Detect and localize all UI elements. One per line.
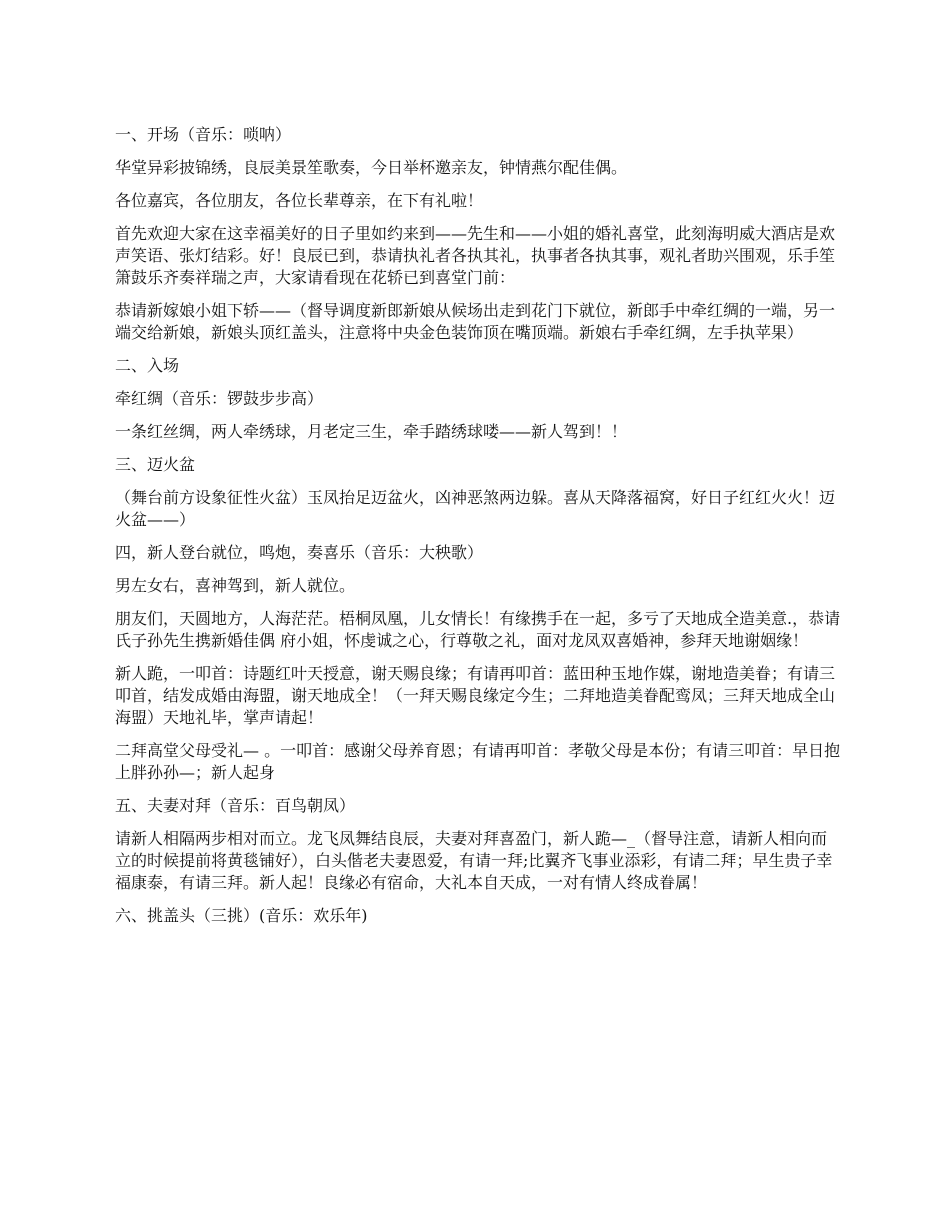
section-heading-veil: 六、挑盖头（三挑）(音乐：欢乐年) (115, 906, 368, 925)
paragraph: 一条红丝绸，两人牵绣球，月老定三生，牵手踏绣球喽——新人驾到！！ (115, 422, 628, 441)
section-heading-opening: 一、开场（音乐：唢呐） (115, 125, 292, 144)
section-heading-fire-basin: 三、迈火盆 (115, 455, 196, 474)
paragraph: 华堂异彩披锦绣，良辰美景笙歌奏，今日举杯邀亲友，钟情燕尔配佳偶。 (115, 158, 628, 177)
paragraph: 牵红绸（音乐：锣鼓步步高） (115, 389, 324, 408)
section-heading-entrance: 二、入场 (115, 356, 180, 375)
paragraph: 男左女右，喜神驾到，新人就位。 (115, 576, 356, 595)
paragraph: （舞台前方设象征性火盆）玉凤抬足迈盆火，凶神恶煞两边躲。喜从天降落福窝，好日子红红火火！迈火盆——） (115, 488, 836, 529)
paragraph: 请新人相隔两步相对而立。龙飞凤舞结良辰，夫妻对拜喜盈门，新人跪—_（督导注意，请新人相向而立的时候提前将黄毯铺好），白头偕老夫妻恩爱，有请一拜;比翼齐飞事业添彩，有请二拜；早生贵子幸福康泰，有请三拜。新人起！良缘必有宿命，大礼本自天成，一对有情人终成眷属！ (115, 829, 833, 892)
section-heading-bow: 五、夫妻对拜（音乐：百鸟朝凤） (115, 796, 356, 815)
paragraph: 首先欢迎大家在这幸福美好的日子里如约来到——先生和——小姐的婚礼喜堂，此刻海明威大酒店是欢声笑语、张灯结彩。好！良辰已到，恭请执礼者各执其礼，执事者各执其事，观礼者助兴围观，乐手笙箫鼓乐齐奏祥瑞之声，大家请看现在花轿已到喜堂门前： (115, 224, 836, 287)
paragraph: 朋友们，天圆地方，人海茫茫。梧桐凤凰，儿女情长！有缘携手在一起，多亏了天地成全造美意.，恭请 氏子孙先生携新婚佳偶 府小姐，怀虔诚之心，行尊敬之礼，面对龙凤双喜婚神，参拜天地谢姻缘！ (115, 609, 841, 650)
section-heading-stage: 四，新人登台就位，鸣炮，奏喜乐（音乐：大秧歌） (115, 543, 484, 562)
paragraph: 恭请新嫁娘小姐下轿——（督导调度新郎新娘从候场出走到花门下就位，新郎手中牵红绸的一端，另一端交给新娘，新娘头顶红盖头，注意将中央金色装饰顶在嘴顶端。新娘右手牵红绸，左手执苹果） (115, 301, 836, 342)
paragraph: 二拜高堂父母受礼— 。一叩首：感谢父母养育恩；有请再叩首：孝敬父母是本份；有请三叩首：早日抱上胖孙孙—；新人起身 (115, 741, 841, 782)
paragraph: 新人跪，一叩首：诗题红叶天授意，谢天赐良缘；有请再叩首：蓝田种玉地作媒，谢地造美眷；有请三叩首，结发成婚由海盟，谢天地成全！（一拜天赐良缘定今生；二拜地造美眷配鸾凤；三拜天地成全山海盟）天地礼毕，掌声请起！ (115, 664, 836, 727)
document-page (115, 124, 842, 938)
paragraph: 各位嘉宾，各位朋友，各位长辈尊亲，在下有礼啦！ (115, 191, 484, 210)
